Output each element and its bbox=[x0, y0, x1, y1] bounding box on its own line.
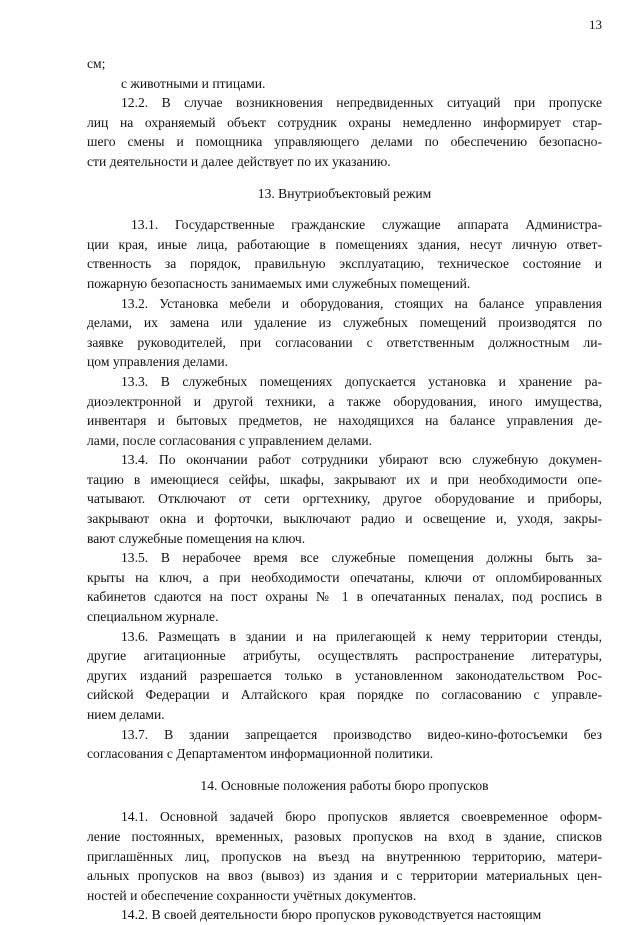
paragraph-line: шего смены и помощника управляющего делами по обеспечению безопасно- bbox=[87, 134, 602, 150]
paragraph-line: крыты на ключ, а при необходимости опечатаны, ключи от опломбированных bbox=[87, 569, 602, 585]
paragraph-line: 13.5. В нерабочее время все служебные помещения должны быть за- bbox=[121, 550, 602, 566]
paragraph-line: другие агитационные атрибуты, осуществлять распространение литературы, bbox=[87, 648, 602, 664]
paragraph bbox=[87, 548, 602, 626]
paragraph-line: специальном журнале. bbox=[87, 609, 219, 625]
paragraph-line: сти деятельности и далее действует по их указанию. bbox=[87, 153, 391, 169]
paragraph-line: закрывают окна и форточки, выключают радио и освещение и, уходя, закры- bbox=[87, 511, 602, 527]
paragraph bbox=[87, 725, 602, 764]
paragraph-line: лиц на охраняемый объект сотрудник охраны немедленно информирует стар- bbox=[87, 114, 602, 130]
document-body bbox=[87, 54, 602, 925]
paragraph-line: 13.2. Установка мебели и оборудования, стоящих на балансе управления bbox=[121, 295, 602, 311]
section-heading: 13. Внутриобъектовый режим bbox=[257, 185, 432, 201]
spacer bbox=[87, 203, 602, 215]
paragraph-line: ции края, иные лица, работающие в помещениях здания, несут личную ответ- bbox=[87, 236, 602, 252]
paragraph bbox=[87, 294, 602, 372]
paragraph-line: ностей и обеспечение сохранности учётных документов. bbox=[87, 887, 417, 903]
paragraph-line: 14.2. В своей деятельности бюро пропусков руководствуется настоящим bbox=[121, 907, 542, 923]
paragraph-line: лами, после согласования с управлением делами. bbox=[87, 432, 373, 448]
text-line: с животными и птицами. bbox=[121, 75, 266, 91]
paragraph-line: 12.2. В случае возникновения непредвиденных ситуаций при пропуске bbox=[121, 95, 602, 111]
paragraph bbox=[87, 372, 602, 450]
paragraph-line: 14.1. Основной задачей бюро пропусков является своевременное оформ- bbox=[121, 809, 602, 825]
paragraph-line: чатывают. Отключают от сети оргтехнику, другое оборудование и приборы, bbox=[87, 491, 602, 507]
paragraph-line: 13.7. В здании запрещается производство видео-кино-фотосъемки без bbox=[121, 726, 602, 742]
paragraph-line: цом управления делами. bbox=[87, 354, 229, 370]
paragraph bbox=[87, 807, 602, 905]
paragraph-line: пожарную безопасность занимаемых ими служебных помещений. bbox=[87, 275, 471, 291]
paragraph-line: нием делами. bbox=[87, 707, 165, 722]
paragraph-line: диоэлектронной и другой техники, а также оборудования, иного имущества, bbox=[87, 393, 602, 409]
paragraph bbox=[87, 215, 602, 293]
paragraph-line: согласования с Департаментом информационной политики. bbox=[87, 746, 434, 762]
spacer bbox=[87, 172, 602, 184]
paragraph-line: делами, их замена или удаление из служебных помещений производятся по bbox=[87, 315, 602, 331]
spacer bbox=[87, 795, 602, 807]
text-line: см; bbox=[87, 56, 106, 71]
paragraph-line: заявке руководителей, при согласовании с ответственным должностным ли- bbox=[87, 334, 602, 350]
paragraph-line: инвентаря и бытовых предметов, не находящихся на балансе управления де- bbox=[87, 413, 602, 429]
paragraph-line: 13.1. Государственные гражданские служащие аппарата Администра- bbox=[131, 217, 602, 233]
section-heading: 14. Основные положения работы бюро пропусков bbox=[200, 777, 489, 793]
paragraph bbox=[87, 93, 602, 171]
paragraph-line: других изданий разрешается только в установленном законодательством Рос- bbox=[87, 667, 602, 683]
paragraph-line: альных пропусков на ввоз (вывоз) из здания и с территории материальных цен- bbox=[87, 868, 602, 884]
paragraph-line: приглашённых лиц, пропусков на въезд на внутреннюю территорию, матери- bbox=[87, 848, 602, 864]
paragraph bbox=[87, 450, 602, 548]
page-number: 13 bbox=[589, 17, 602, 32]
paragraph-line: 13.6. Размещать в здании и на прилегающей к нему территории стенды, bbox=[121, 628, 602, 644]
paragraph-line: тацию в имеющиеся сейфы, шкафы, закрывают их и при необходимости опе- bbox=[87, 471, 602, 487]
paragraph-line: вают служебные помещения на ключ. bbox=[87, 530, 306, 546]
paragraph-line: кабинетов сдаются на пост охраны № 1 в опечатанных пеналах, под роспись в bbox=[87, 589, 602, 605]
paragraph-line: 13.4. По окончании работ сотрудники убирают всю служебную докумен- bbox=[121, 452, 602, 468]
paragraph-line: ление постоянных, временных, разовых пропусков на вход в здание, списков bbox=[87, 828, 602, 844]
paragraph bbox=[87, 627, 602, 725]
paragraph bbox=[87, 905, 602, 925]
paragraph-line: сийской Федерации и Алтайского края порядке по согласованию с управле- bbox=[87, 687, 602, 703]
paragraph-line: 13.3. В служебных помещениях допускается установка и хранение ра- bbox=[121, 373, 602, 389]
paragraph-line: ственность за порядок, правильную эксплуатацию, техническое состояние и bbox=[87, 256, 602, 272]
spacer bbox=[87, 764, 602, 776]
